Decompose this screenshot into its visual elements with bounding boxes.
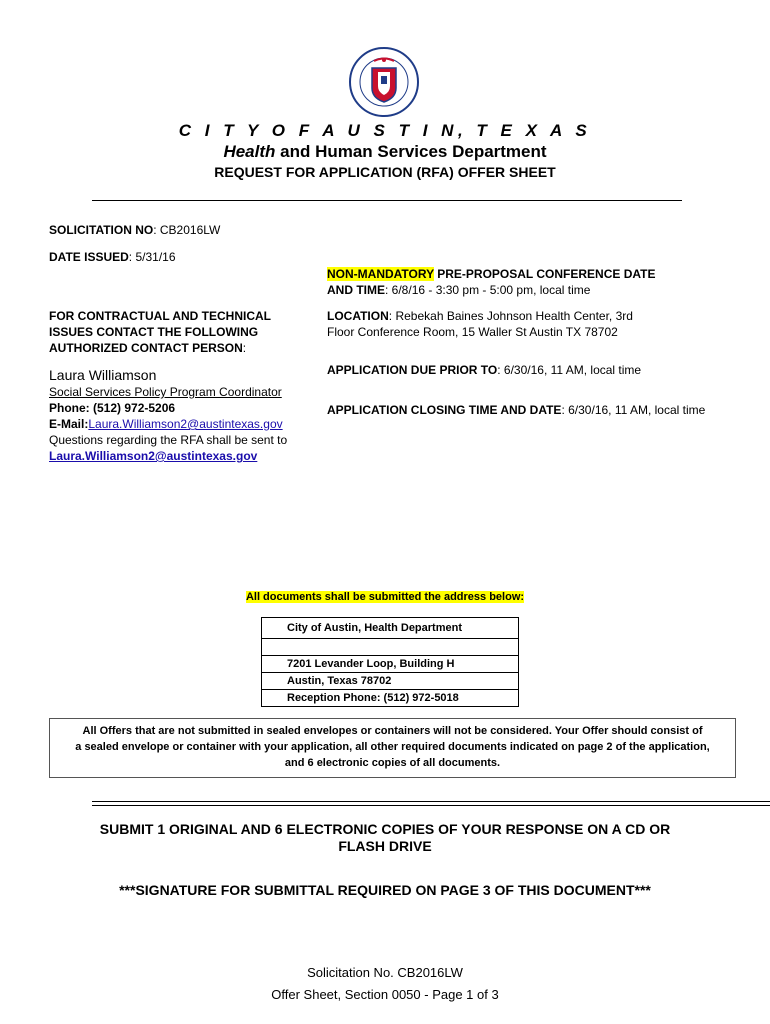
notice-line2: a sealed envelope or container with your application, all other required documents indicated on page 2 of the application, (75, 741, 710, 753)
department-health-word: Health (223, 142, 276, 161)
header-divider (92, 200, 682, 201)
solicitation-label: SOLICITATION NO (49, 223, 154, 237)
conference-label: PRE-PROPOSAL CONFERENCE DATE (433, 267, 656, 281)
address-line2: 7201 Levander Loop, Building H (261, 655, 519, 673)
date-issued-value: 5/31/16 (135, 250, 176, 264)
contact-email-label: E-Mail: (49, 417, 89, 431)
location-label: LOCATION (327, 309, 389, 323)
section-divider (92, 801, 770, 806)
solicitation-value: CB2016LW (159, 223, 221, 237)
address-heading-wrap (0, 591, 770, 603)
contact-phone: Phone: (512) 972-5206 (49, 401, 176, 415)
city-title: C I T Y O F A U S T I N, T E X A S (178, 121, 592, 140)
address-line1: City of Austin, Health Department (261, 617, 519, 639)
due-value: 6/30/16, 11 AM, local time (503, 363, 642, 377)
contact-heading-line3: AUTHORIZED CONTACT PERSON (49, 341, 243, 355)
due-label: APPLICATION DUE PRIOR TO (327, 363, 498, 377)
notice-line3: and 6 electronic copies of all documents. (284, 757, 501, 769)
contact-heading-line2: ISSUES CONTACT THE FOLLOWING (49, 325, 259, 339)
conference-label-line2: AND TIME (327, 283, 385, 297)
location-row: LOCATION: Rebekah Baines Johnson Health Center, 3rd Floor Conference Room, 15 Waller St Austin TX 78702 (327, 309, 633, 339)
location-line1: Rebekah Baines Johnson Health Center, 3rd (395, 309, 633, 323)
conference-highlight: NON-MANDATORY (327, 267, 434, 281)
department-title (0, 142, 770, 162)
address-heading: All documents shall be submitted the address below: (245, 591, 525, 603)
notice-box (49, 718, 736, 778)
page-footer (0, 962, 770, 1006)
city-seal (348, 46, 420, 118)
solicitation-row: SOLICITATION NO: CB2016LW (49, 223, 221, 237)
signature-note: ***SIGNATURE FOR SUBMITTAL REQUIRED ON PAGE 3 OF THIS DOCUMENT*** (119, 882, 651, 898)
closing-value: 6/30/16, 11 AM, local time (568, 403, 706, 417)
footer-line1: Solicitation No. CB2016LW (307, 965, 463, 980)
contact-questions: Questions regarding the RFA shall be sent to (49, 433, 288, 447)
contact-heading: FOR CONTRACTUAL AND TECHNICAL ISSUES CONTACT THE FOLLOWING AUTHORIZED CONTACT PERSON: (49, 309, 271, 355)
closing-label: APPLICATION CLOSING TIME AND DATE (327, 403, 562, 417)
submit-instructions (0, 821, 770, 855)
contact-details (49, 384, 287, 464)
address-spacer-row (261, 638, 519, 656)
address-line4: Reception Phone: (512) 972-5018 (261, 689, 519, 707)
questions-email-link[interactable]: Laura.Williamson2@austintexas.gov (49, 449, 258, 463)
contact-title: Social Services Policy Program Coordinator (49, 385, 282, 399)
contact-email-link[interactable]: Laura.Williamson2@austintexas.gov (88, 417, 283, 431)
conference-value: 6/8/16 - 3:30 pm - 5:00 pm, local time (391, 283, 591, 297)
notice-line1: All Offers that are not submitted in sealed envelopes or containers will not be considered. Your Offer should consist of (82, 725, 703, 737)
department-rest: and Human Services Department (275, 142, 547, 161)
address-line3: Austin, Texas 78702 (261, 672, 519, 690)
contact-heading-line1: FOR CONTRACTUAL AND TECHNICAL (49, 309, 271, 323)
closing-row: APPLICATION CLOSING TIME AND DATE: 6/30/16, 11 AM, local time (327, 403, 706, 417)
date-issued-label: DATE ISSUED (49, 250, 129, 264)
location-line2: Floor Conference Room, 15 Waller St Austin TX 78702 (327, 325, 618, 339)
footer-line2: Offer Sheet, Section 0050 - Page 1 of 3 (271, 987, 499, 1002)
contact-name: Laura Williamson (49, 367, 157, 383)
submit-line1: SUBMIT 1 ORIGINAL AND 6 ELECTRONIC COPIES OF YOUR RESPONSE ON A CD OR (99, 821, 671, 837)
conference-row: NON-MANDATORY PRE-PROPOSAL CONFERENCE DATE AND TIME: 6/8/16 - 3:30 pm - 5:00 pm, local time (327, 267, 656, 297)
submit-line2: FLASH DRIVE (338, 838, 432, 854)
due-row: APPLICATION DUE PRIOR TO: 6/30/16, 11 AM, local time (327, 363, 642, 377)
date-issued-row: DATE ISSUED: 5/31/16 (49, 250, 176, 264)
rfa-title: REQUEST FOR APPLICATION (RFA) OFFER SHEET (214, 164, 556, 180)
